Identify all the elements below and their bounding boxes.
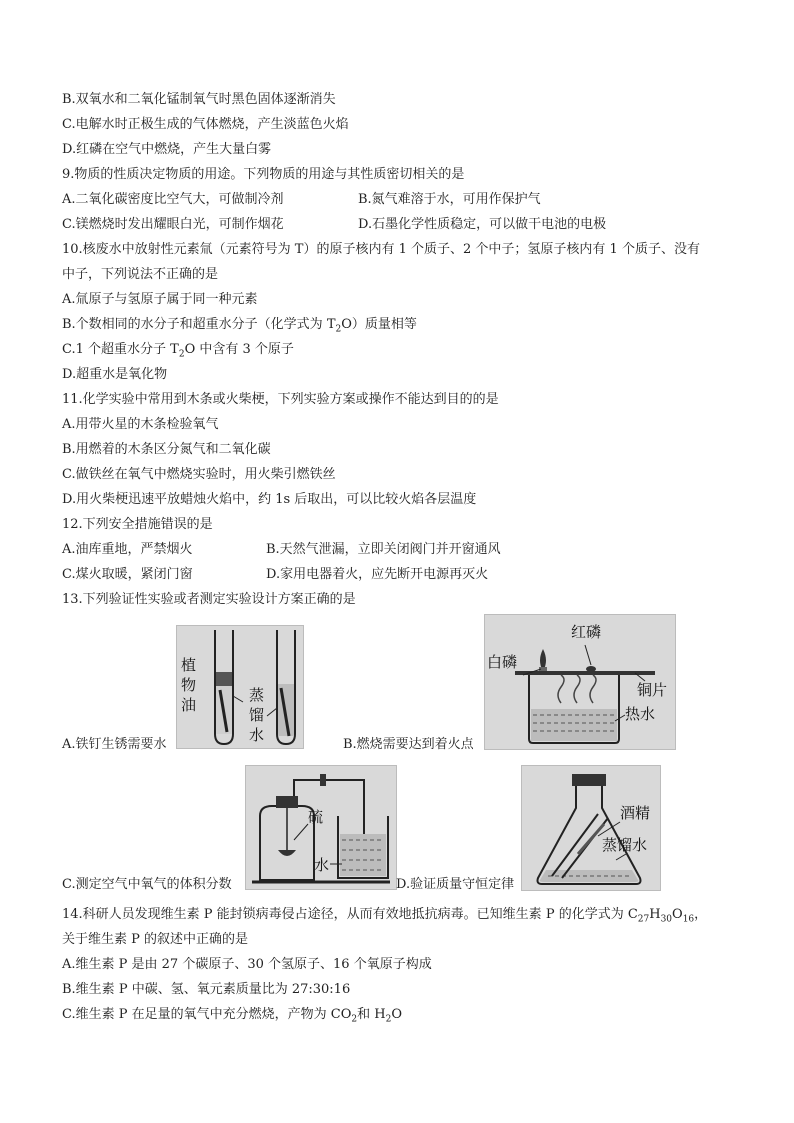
q14-option-b: B.维生素 P 中碳、氢、氧元素质量比为 27:30:16 (62, 982, 351, 997)
q9-option-d: D.石墨化学性质稳定，可以做干电池的电极 (358, 217, 607, 232)
q10-stem-line2: 中子，下列说法不正确的是 (62, 267, 219, 282)
figure-d-water-label: 蒸馏水 (602, 836, 648, 854)
q14-stem-line1: 14.科研人员发现维生素 P 能封锁病毒侵占途径，从而有效地抵抗病毒。已知维生素 P 的化学式为 $C_{27}H_{30}O_{16}$， (62, 907, 708, 925)
figure-a-test-tubes (176, 625, 304, 749)
q13-option-d: D.验证质量守恒定律 (396, 877, 515, 892)
figure-c-sulfur-label: 硫 (308, 808, 324, 826)
figure-b-white-phosphorus-label: 白磷 (487, 653, 518, 671)
figure-a-label-4: 蒸 (249, 686, 265, 704)
figure-a-label-6: 水 (249, 726, 265, 744)
q13-option-a: A.铁钉生锈需要水 (62, 737, 167, 752)
figure-b-red-phosphorus-label: 红磷 (571, 623, 602, 641)
figure-a-label-3: 油 (181, 696, 197, 714)
q12-option-b: B.天然气泄漏，立即关闭阀门并开窗通风 (266, 542, 501, 557)
q12-option-d: D.家用电器着火，应先断开电源再灭火 (266, 567, 489, 582)
figure-b-copper-label: 铜片 (637, 681, 668, 699)
q10-option-a: A.氚原子与氢原子属于同一种元素 (62, 292, 258, 307)
figure-a-label-1: 植 (181, 656, 197, 674)
figure-a-label-5: 馏 (249, 706, 265, 724)
q9-option-c: C.镁燃烧时发出耀眼白光，可制作烟花 (62, 217, 284, 232)
figure-c-oxygen-measure (245, 765, 397, 890)
q10-stem-line1: 10.核废水中放射性元素氚（元素符号为 T）的原子核内有 1 个质子、2 个中子；氢原子核内有 1 个质子、没有 (62, 242, 700, 257)
q8-option-d: D.红磷在空气中燃烧，产生大量白雾 (62, 142, 272, 157)
q8-option-b: B.双氧水和二氧化锰制氧气时黑色固体逐渐消失 (62, 92, 336, 107)
q14-option-a: A.维生素 P 是由 27 个碳原子、30 个氢原子、16 个氧原子构成 (62, 957, 432, 972)
q13-stem: 13.下列验证性实验或者测定实验设计方案正确的是 (62, 592, 356, 607)
q10-option-c: C.1 个超重水分子 $T_2O$ 中含有 3 个原子 (62, 342, 294, 360)
q12-stem: 12.下列安全措施错误的是 (62, 517, 213, 532)
q9-option-b: B.氮气难溶于水，可用作保护气 (358, 192, 541, 207)
q11-option-a: A.用带火星的木条检验氧气 (62, 417, 219, 432)
q11-option-d: D.用火柴梗迅速平放蜡烛火焰中，约 1s 后取出，可以比较火焰各层温度 (62, 492, 477, 507)
q13-option-b: B.燃烧需要达到着火点 (343, 737, 474, 752)
q9-stem: 9.物质的性质决定物质的用途。下列物质的用途与其性质密切相关的是 (62, 167, 465, 182)
q9-option-a: A.二氧化碳密度比空气大，可做制冷剂 (62, 192, 284, 207)
q14-stem-line2: 关于维生素 P 的叙述中正确的是 (62, 932, 249, 947)
q11-option-c: C.做铁丝在氧气中燃烧实验时，用火柴引燃铁丝 (62, 467, 336, 482)
q11-option-b: B.用燃着的木条区分氮气和二氧化碳 (62, 442, 271, 457)
figure-c-water-label: 水 (314, 856, 330, 874)
figure-d-flask (521, 765, 661, 891)
q11-stem: 11.化学实验中常用到木条或火柴梗，下列实验方案或操作不能达到目的的是 (62, 392, 499, 407)
q12-option-a: A.油库重地，严禁烟火 (62, 542, 193, 557)
q10-option-d: D.超重水是氧化物 (62, 367, 168, 382)
figure-b-combustion (484, 614, 676, 750)
figure-b-hot-water-label: 热水 (625, 705, 656, 723)
q14-option-c: C.维生素 P 在足量的氧气中充分燃烧，产物为 $CO_2$和 $H_2O$ (62, 1007, 402, 1025)
q8-option-c: C.电解水时正极生成的气体燃烧，产生淡蓝色火焰 (62, 117, 349, 132)
q12-option-c: C.煤火取暖，紧闭门窗 (62, 567, 193, 582)
figure-a-label-2: 物 (181, 676, 197, 694)
q13-option-c: C.测定空气中氧气的体积分数 (62, 877, 232, 892)
q10-option-b: B.个数相同的水分子和超重水分子（化学式为 $T_2O$）质量相等 (62, 317, 417, 335)
figure-d-alcohol-label: 酒精 (620, 804, 651, 822)
